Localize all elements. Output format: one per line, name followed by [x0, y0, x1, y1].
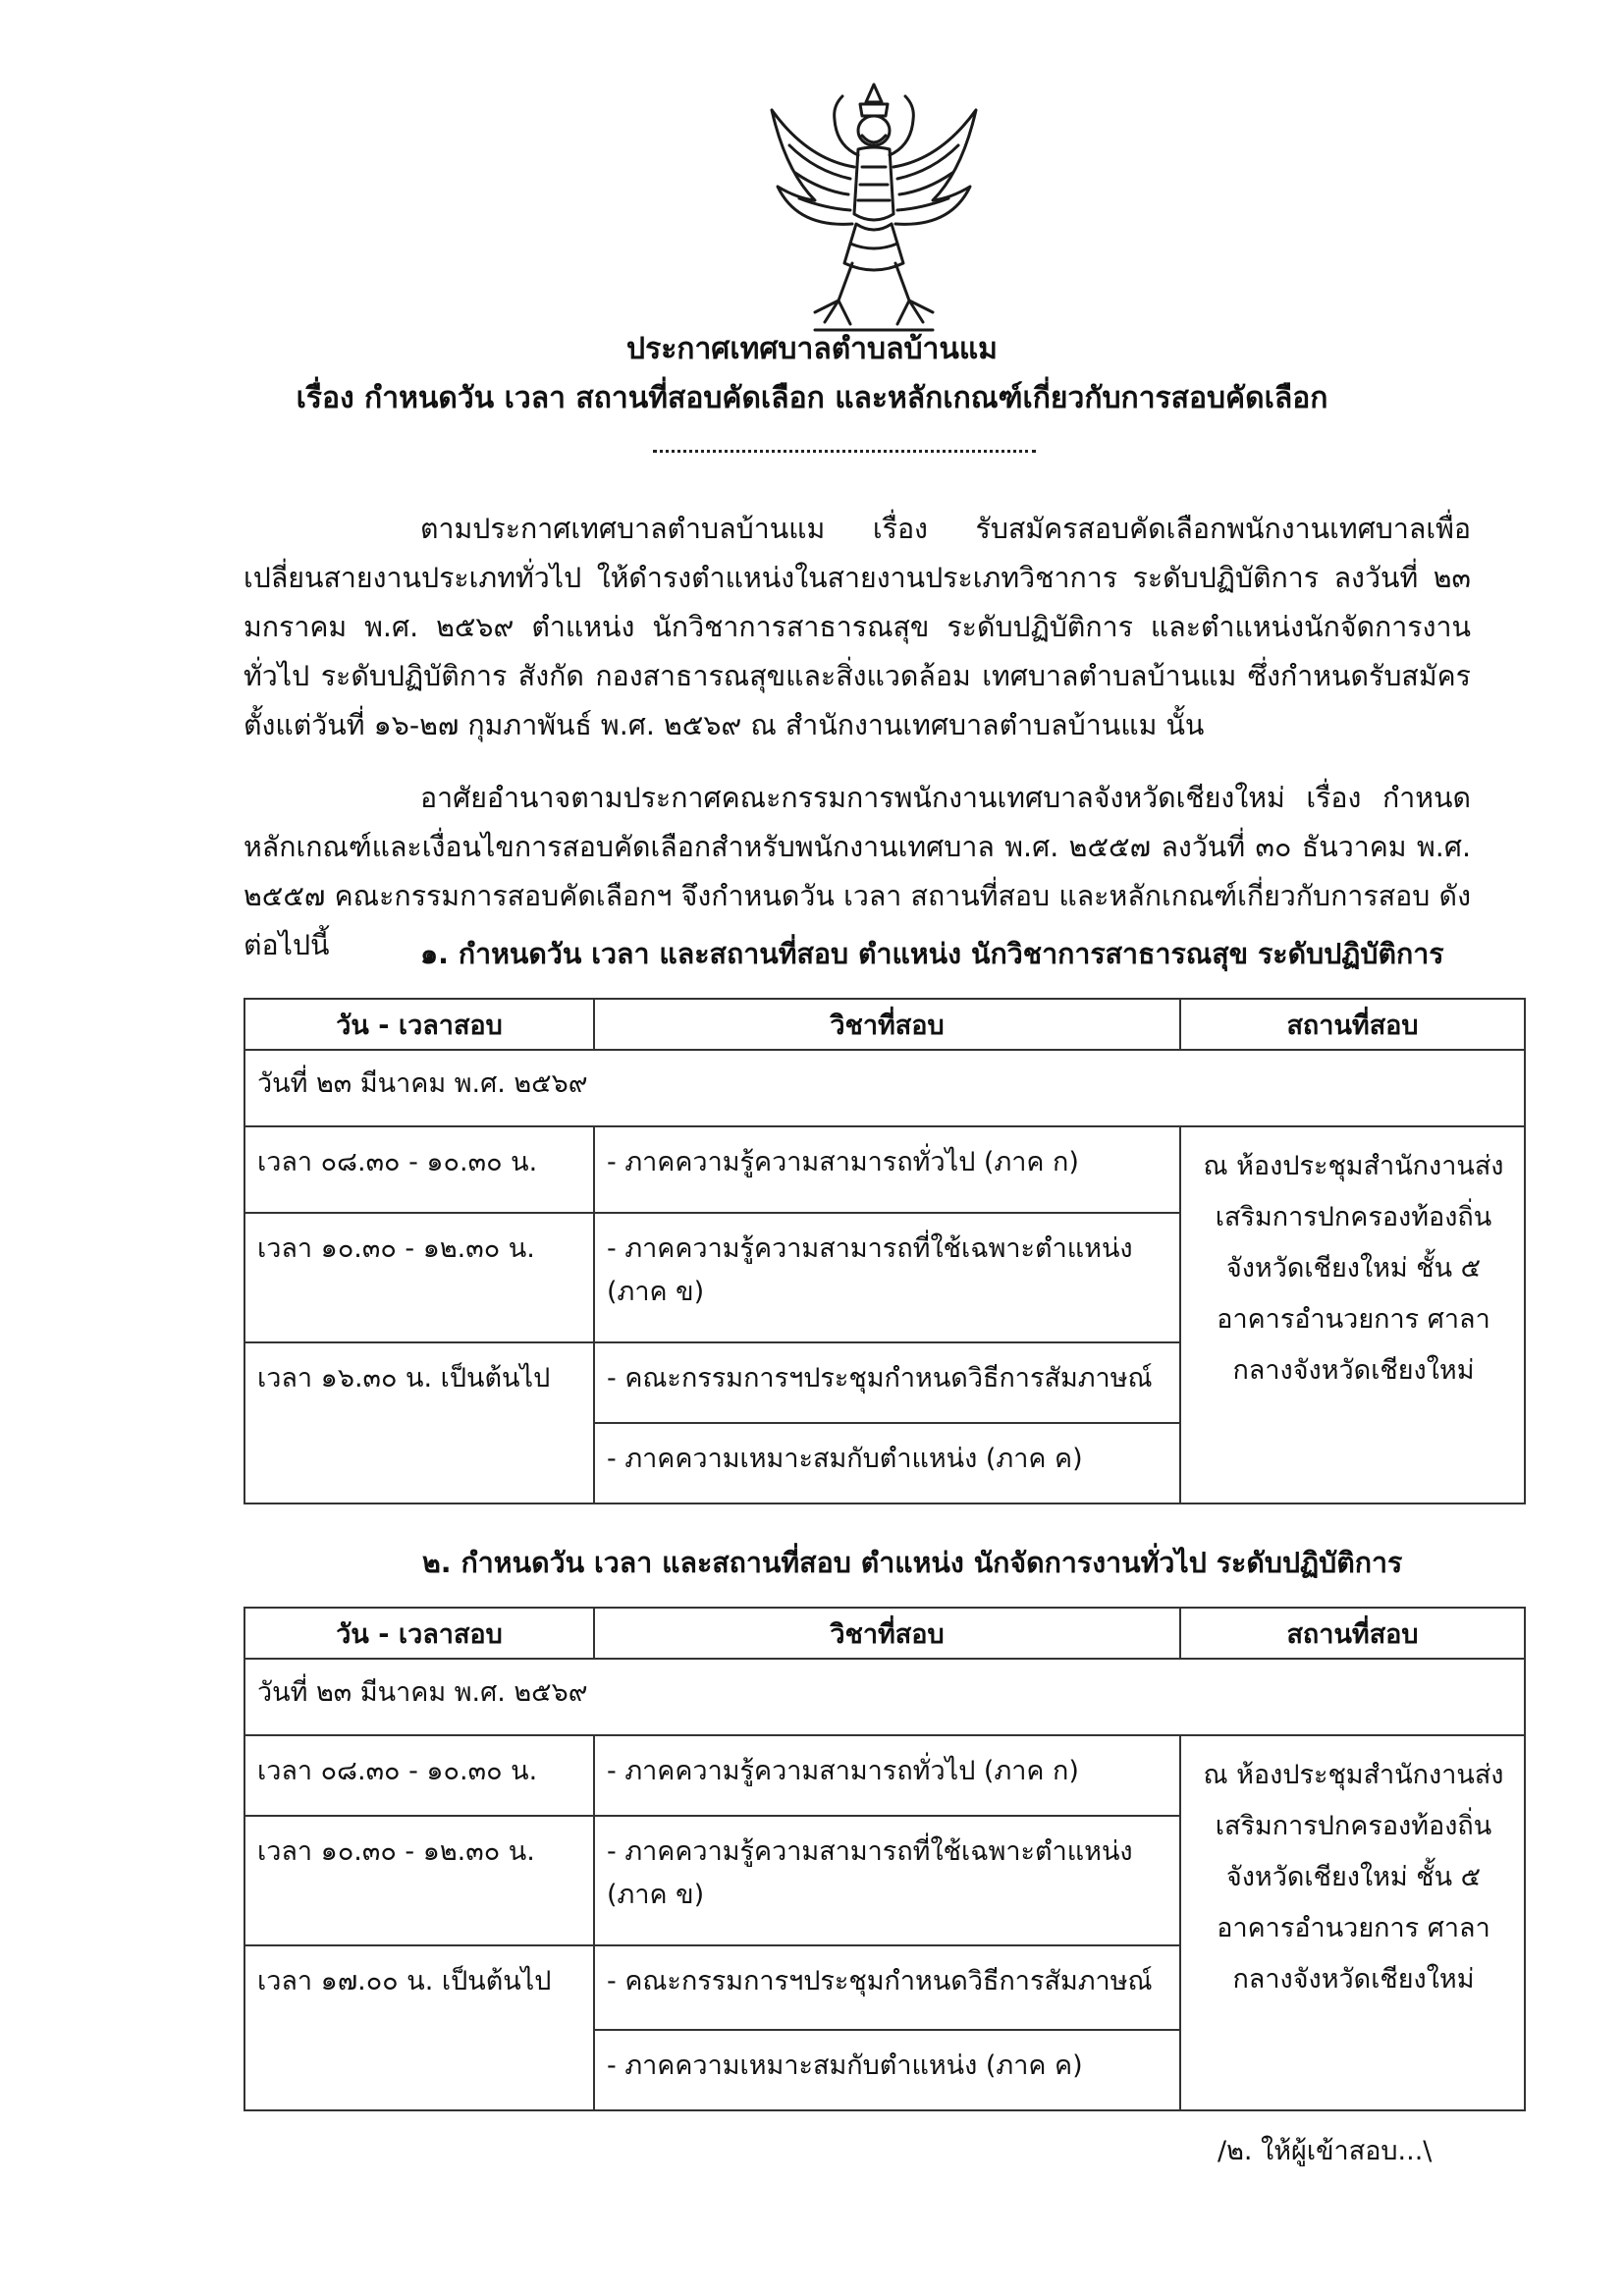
column-header-time: วัน - เวลาสอบ [244, 999, 594, 1050]
exam-subject: - ภาคความรู้ความสามารถทั่วไป (ภาค ก) [594, 1735, 1180, 1816]
time-slot: เวลา ๑๐.๓๐ - ๑๒.๓๐ น. [244, 1213, 594, 1342]
intro-paragraph [244, 505, 1471, 750]
exam-place: ณ ห้องประชุมสำนักงานส่งเสริมการปกครองท้องถิ่นจังหวัดเชียงใหม่ ชั้น ๕ อาคารอำนวยการ ศาลากลางจังหวัดเชียงใหม่ [1180, 1735, 1525, 2110]
column-header-place: สถานที่สอบ [1180, 1608, 1525, 1659]
time-slot: เวลา ๑๐.๓๐ - ๑๒.๓๐ น. [244, 1816, 594, 1945]
exam-subject: - ภาคความรู้ความสามารถที่ใช้เฉพาะตำแหน่ง (ภาค ข) [594, 1816, 1180, 1945]
exam-subject: - คณะกรรมการฯประชุมกำหนดวิธีการสัมภาษณ์ [594, 1342, 1180, 1423]
exam-date: วันที่ ๒๓ มีนาคม พ.ศ. ๒๕๖๙ [244, 1050, 1525, 1126]
column-header-place: สถานที่สอบ [1180, 999, 1525, 1050]
section-1-title: ๑. กำหนดวัน เวลา และสถานที่สอบ ตำแหน่ง นักวิชาการสาธารณสุข ระดับปฏิบัติการ [420, 938, 1444, 970]
column-header-time: วัน - เวลาสอบ [244, 1608, 594, 1659]
exam-date: วันที่ ๒๓ มีนาคม พ.ศ. ๒๕๖๙ [244, 1659, 1525, 1735]
intro-paragraph-text: ตามประกาศเทศบาลตำบลบ้านแม เรื่อง รับสมัครสอบคัดเลือกพนักงานเทศบาลเพื่อเปลี่ยนสายงานประเภททั่วไป ให้ดำรงตำแหน่งในสายงานประเภทวิชาการ ระดับปฏิบัติการ ลงวันที่ ๒๓ มกราคม พ.ศ. ๒๕๖๙ ตำแหน่ง นักวิชาการสาธารณสุข ระดับปฏิบัติการ และตำแหน่งนักจัดการงานทั่วไป ระดับปฏิบัติการ สังกัด กองสาธารณสุขและสิ่งแวดล้อม เทศบาลตำบลบ้านแม ซึ่งกำหนดรับสมัครตั้งแต่วันที่ ๑๖-๒๗ กุมภาพันธ์ พ.ศ. ๒๕๖๙ ณ สำนักงานเทศบาลตำบลบ้านแม นั้น [244, 513, 1471, 741]
time-slot: เวลา ๑๖.๓๐ น. เป็นต้นไป [244, 1342, 594, 1503]
title-divider [653, 450, 1036, 453]
column-header-subject: วิชาที่สอบ [594, 1608, 1180, 1659]
time-slot: เวลา ๑๗.๐๐ น. เป็นต้นไป [244, 1945, 594, 2110]
section-2-title: ๒. กำหนดวัน เวลา และสถานที่สอบ ตำแหน่ง นักจัดการงานทั่วไป ระดับปฏิบัติการ [422, 1547, 1403, 1579]
announcement-title: ประกาศเทศบาลตำบลบ้านแม [626, 332, 998, 366]
exam-subject: - ภาคความเหมาะสมกับตำแหน่ง (ภาค ค) [594, 1423, 1180, 1503]
exam-place: ณ ห้องประชุมสำนักงานส่งเสริมการปกครองท้องถิ่นจังหวัดเชียงใหม่ ชั้น ๕ อาคารอำนวยการ ศาลากลางจังหวัดเชียงใหม่ [1180, 1126, 1525, 1503]
exam-subject: - ภาคความรู้ความสามารถทั่วไป (ภาค ก) [594, 1126, 1180, 1213]
exam-subject: - ภาคความรู้ความสามารถที่ใช้เฉพาะตำแหน่ง (ภาค ข) [594, 1213, 1180, 1342]
authority-paragraph-text: อาศัยอำนาจตามประกาศคณะกรรมการพนักงานเทศบาลจังหวัดเชียงใหม่ เรื่อง กำหนดหลักเกณฑ์และเงื่อนไขการสอบคัดเลือกสำหรับพนักงานเทศบาล พ.ศ. ๒๕๕๗ ลงวันที่ ๓๐ ธันวาคม พ.ศ. ๒๕๕๗ คณะกรรมการสอบคัดเลือกฯ จึงกำหนดวัน เวลา สถานที่สอบ และหลักเกณฑ์เกี่ยวกับการสอบ ดังต่อไปนี้ [244, 782, 1471, 961]
exam-subject: - คณะกรรมการฯประชุมกำหนดวิธีการสัมภาษณ์ [594, 1945, 1180, 2030]
schedule-table-1 [244, 998, 1526, 1504]
time-slot: เวลา ๐๘.๓๐ - ๑๐.๓๐ น. [244, 1735, 594, 1816]
column-header-subject: วิชาที่สอบ [594, 999, 1180, 1050]
garuda-emblem-icon [756, 77, 992, 342]
next-page-indicator: /๒. ให้ผู้เข้าสอบ...\ [1218, 2136, 1433, 2166]
time-slot: เวลา ๐๘.๓๐ - ๑๐.๓๐ น. [244, 1126, 594, 1213]
exam-subject: - ภาคความเหมาะสมกับตำแหน่ง (ภาค ค) [594, 2030, 1180, 2110]
schedule-table-2 [244, 1607, 1526, 2111]
announcement-subject: เรื่อง กำหนดวัน เวลา สถานที่สอบคัดเลือก และหลักเกณฑ์เกี่ยวกับการสอบคัดเลือก [296, 381, 1328, 415]
